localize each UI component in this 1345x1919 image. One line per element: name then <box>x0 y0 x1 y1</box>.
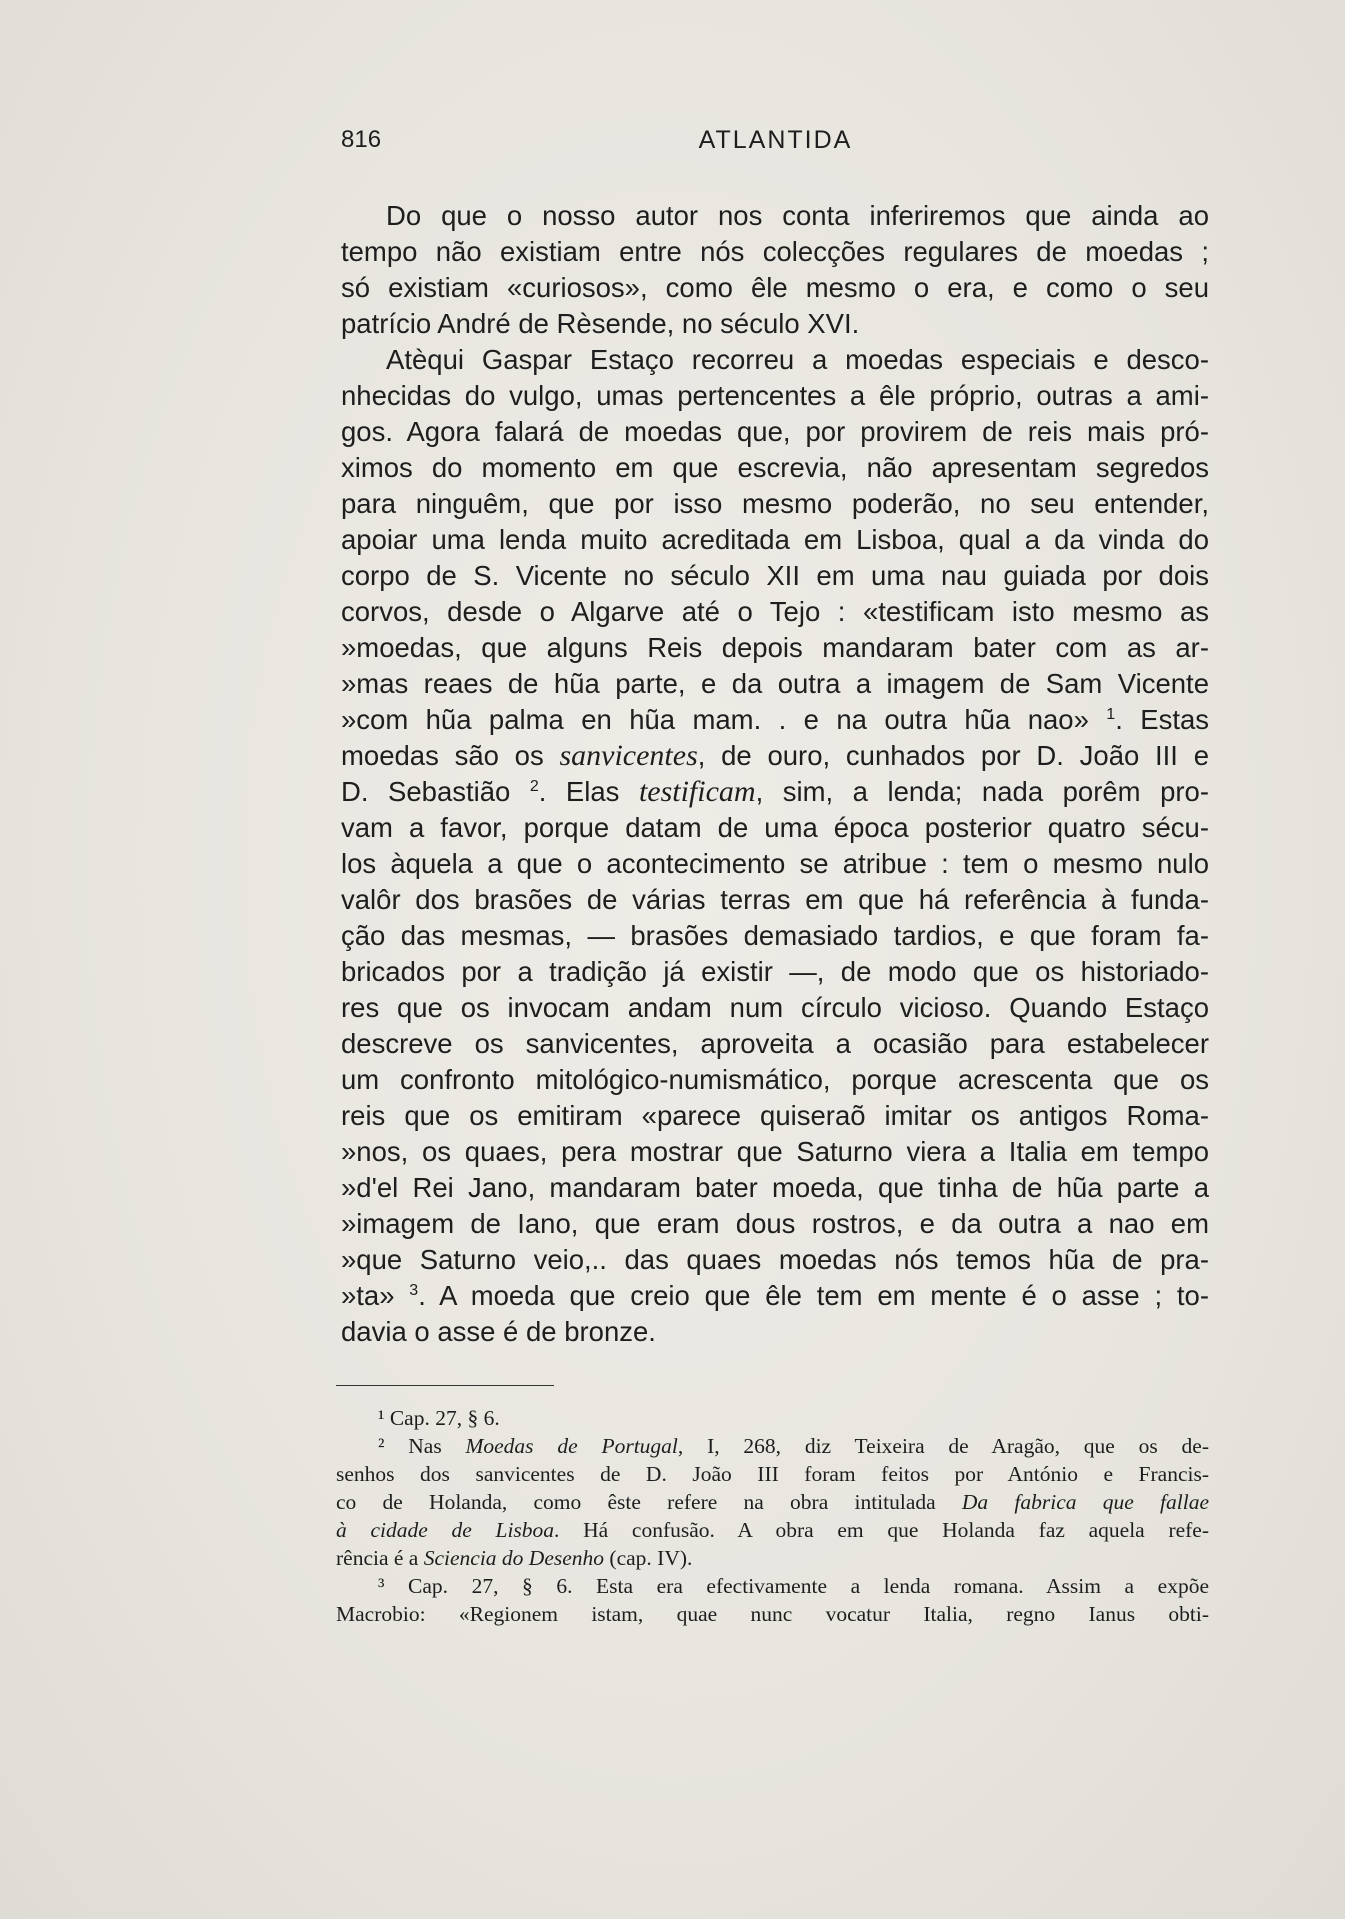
text-line: gos. Agora falará de moedas que, por provirem de reis mais pró- <box>341 416 1209 447</box>
footnotes <box>336 1404 1209 1628</box>
text-line: »que Saturno veio,.. das quaes moedas nós temos hũa de pra- <box>341 1244 1209 1275</box>
text-line: los àquela a que o acontecimento se atribue : tem o mesmo nulo <box>341 848 1209 879</box>
text-line: Atèqui Gaspar Estaço recorreu a moedas especiais e desco- <box>386 344 1209 375</box>
text-line: bricados por a tradição já existir —, de modo que os historiado- <box>341 956 1209 987</box>
text-line: res que os invocam andam num círculo vicioso. Quando Estaço <box>341 992 1209 1023</box>
body-text <box>341 198 1209 1350</box>
page-number: 816 <box>341 126 382 153</box>
italic-title: Da fabrica que fallae <box>961 1490 1209 1514</box>
footnote-line: rência é a Sciencia do Desenho (cap. IV). <box>336 1546 693 1570</box>
text-line: vam a favor, porque datam de uma época posterior quatro sécu- <box>341 812 1209 843</box>
text-line: para ninguêm, que por isso mesmo poderão, no seu entender, <box>341 488 1209 519</box>
text-line: ção das mesmas, — brasões demasiado tardios, e que foram fa- <box>341 920 1209 951</box>
footnote-line: ¹ Cap. 27, § 6. <box>378 1406 500 1430</box>
text-line: »nos, os quaes, pera mostrar que Saturno viera a Italia em tempo <box>341 1136 1209 1167</box>
footnote-line: ² Nas Moedas de Portugal, I, 268, diz Teixeira de Aragão, que os de- <box>378 1434 1209 1458</box>
footnote-ref: 3 <box>409 1281 419 1299</box>
italic-term: sanvicentes <box>559 739 698 772</box>
footnote-divider <box>336 1385 554 1386</box>
footnote-ref: 1 <box>1106 705 1116 723</box>
text-line: descreve os sanvicentes, aproveita a ocasião para estabelecer <box>341 1028 1209 1059</box>
italic-title: Sciencia do Desenho <box>423 1546 605 1570</box>
text-line: corpo de S. Vicente no século XII em uma nau guiada por dois <box>341 560 1209 591</box>
italic-title: à cidade de Lisboa <box>336 1518 555 1542</box>
text-line: Do que o nosso autor nos conta inferiremos que ainda ao <box>386 200 1209 231</box>
running-head <box>341 126 1210 166</box>
italic-term: testificam <box>638 775 756 808</box>
text-line: apoiar uma lenda muito acreditada em Lisboa, qual a da vinda do <box>341 524 1209 555</box>
text-line: »moedas, que alguns Reis depois mandaram bater com as ar- <box>341 632 1209 663</box>
text-line: »com hũa palma en hũa mam. . e na outra hũa nao» $^1$. Estas <box>341 704 1210 735</box>
text-line: davia o asse é de bronze. <box>341 1316 656 1347</box>
footnote-line: senhos dos sanvicentes de D. João III foram feitos por António e Francis- <box>336 1462 1209 1486</box>
text-line: reis que os emitiram «parece quiseraõ imitar os antigos Roma- <box>341 1100 1209 1131</box>
text-line: »ta» $^3$. A moeda que creio que êle tem em mente é o asse ; to- <box>341 1280 1209 1311</box>
footnote-line: Macrobio: «Regionem istam, quae nunc vocatur Italia, regno Ianus obti- <box>336 1602 1209 1626</box>
text-line: um confronto mitológico-numismático, porque acrescenta que os <box>341 1064 1209 1095</box>
running-title: ATLANTIDA <box>698 126 853 154</box>
footnote-ref: 2 <box>529 777 539 795</box>
text-line: só existiam «curiosos», como êle mesmo o era, e como o seu <box>341 272 1209 303</box>
text-line: corvos, desde o Algarve até o Tejo : «testificam isto mesmo as <box>341 596 1209 627</box>
text-line: patrício André de Rèsende, no século XVI. <box>341 308 860 339</box>
text-line: valôr dos brasões de várias terras em que há referência à funda- <box>341 884 1209 915</box>
italic-title: Moedas de Portugal <box>465 1434 678 1458</box>
text-line: D. Sebastião $^2$. Elas testificam, sim, a lenda; nada porêm pro- <box>341 775 1209 808</box>
text-line: »mas reaes de hũa parte, e da outra a imagem de Sam Vicente <box>341 668 1209 699</box>
footnote-line: co de Holanda, como êste refere na obra intitulada Da fabrica que fallae <box>336 1490 1209 1514</box>
footnote-line: à cidade de Lisboa. Há confusão. A obra em que Holanda faz aquela refe- <box>336 1518 1210 1542</box>
text-line: »d'el Rei Jano, mandaram bater moeda, que tinha de hũa parte a <box>341 1172 1209 1203</box>
footnote-line: ³ Cap. 27, § 6. Esta era efectivamente a lenda romana. Assim a expõe <box>378 1574 1209 1598</box>
text-line: tempo não existiam entre nós colecções regulares de moedas ; <box>341 236 1209 267</box>
text-line: ximos do momento em que escrevia, não apresentam segredos <box>341 452 1209 483</box>
text-line: moedas são os sanvicentes, de ouro, cunhados por D. João III e <box>341 739 1209 772</box>
text-line: »imagem de Iano, que eram dous rostros, e da outra a nao em <box>341 1208 1209 1239</box>
text-line: nhecidas do vulgo, umas pertencentes a êle próprio, outras a ami- <box>341 380 1209 411</box>
